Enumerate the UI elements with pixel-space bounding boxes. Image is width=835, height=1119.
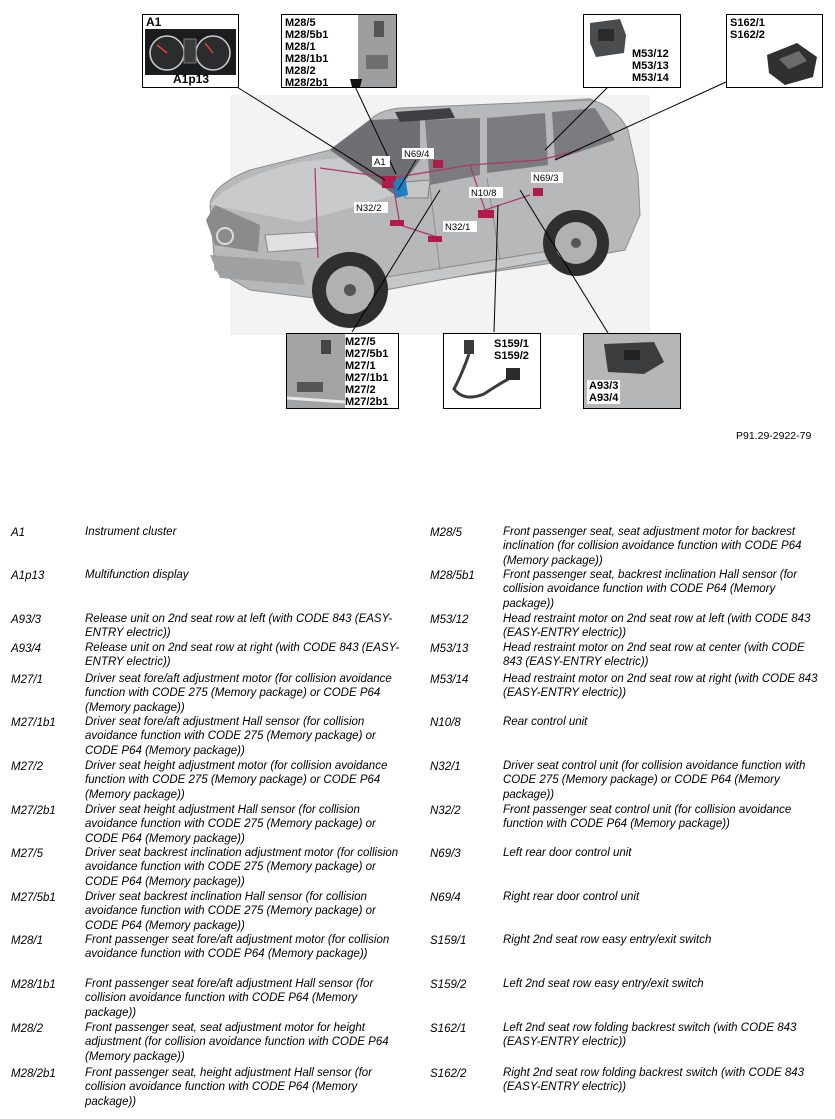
legend-description: Left rear door control unit [503, 847, 632, 859]
callout-m28-line: M28/1 [285, 41, 316, 53]
callout-a93-lines [587, 380, 620, 404]
callout-head-restraint-motors [583, 14, 681, 88]
legend-code: M28/1 [11, 935, 43, 947]
legend-description: Right rear door control unit [503, 891, 640, 903]
legend-description: Front passenger seat, seat adjustment motor for backrest inclination (for collision avoidance function with CODE P64 (Memory package)) [503, 526, 802, 567]
car-label-n32-2: N32/2 [356, 203, 382, 214]
legend-description: Driver seat fore/aft adjustment Hall sensor (for collision avoidance function with CODE 275 (Memory package) or CODE P64 (Memory package)) [85, 716, 376, 757]
legend-description: Front passenger seat, backrest inclination Hall sensor (for collision avoidance function with CODE P64 (Memory package)) [503, 569, 798, 610]
callout-s162-line: S162/2 [730, 29, 765, 41]
legend-description: Front passenger seat, height adjustment Hall sensor (for collision avoidance function with CODE P64 (Memory package)) [85, 1067, 373, 1108]
car-label-n10-8: N10/8 [471, 188, 497, 199]
callout-m27-line: M27/1 [345, 360, 376, 372]
legend-code: A93/4 [11, 643, 42, 655]
callout-m27-lines [345, 336, 388, 408]
legend-description: Left 2nd seat row folding backrest switch (with CODE 843 (EASY-ENTRY electric)) [503, 1022, 797, 1049]
callout-a93-line: A93/4 [589, 392, 619, 404]
legend-code: A93/3 [11, 614, 42, 626]
legend-description: Head restraint motor on 2nd seat row at left (with CODE 843 (EASY-ENTRY electric)) [503, 613, 811, 640]
callout-m53-lines [632, 48, 669, 84]
callout-a1-code: A1 [146, 15, 162, 29]
legend-code: A1 [11, 527, 26, 539]
legend-description: Driver seat control unit (for collision avoidance function with CODE 275 (Memory package) or CODE P64 (Memory package)) [503, 760, 806, 801]
callout-s159-line: S159/1 [494, 338, 529, 350]
callout-m53-line: M53/14 [632, 72, 669, 84]
legend-code: M27/5 [11, 848, 43, 860]
legend-code: N32/1 [430, 761, 461, 773]
legend-description: Instrument cluster [85, 526, 177, 538]
callout-folding-backrest-switches [726, 14, 823, 88]
callout-m28-line: M28/2b1 [285, 77, 329, 88]
callout-m27-line: M27/5 [345, 336, 376, 348]
callout-s159-line: S159/2 [494, 350, 529, 362]
legend-code: M28/2b1 [11, 1068, 56, 1080]
legend-code: M53/14 [430, 674, 469, 686]
legend-description: Right 2nd seat row folding backrest switch (with CODE 843 (EASY-ENTRY electric)) [503, 1067, 805, 1094]
callout-s159-lines [494, 338, 529, 362]
callout-instrument-cluster [142, 14, 239, 88]
vehicle-illustration [0, 0, 835, 450]
callout-m28-line: M28/5 [285, 17, 316, 29]
callout-m27-line: M27/2 [345, 384, 376, 396]
callout-easy-entry-switches [443, 333, 541, 409]
callout-a1p13-code: A1p13 [173, 72, 210, 86]
legend-description: Front passenger seat control unit (for collision avoidance function with CODE P64 (Memory package)) [503, 804, 792, 831]
legend-description: Right 2nd seat row easy entry/exit switch [503, 934, 712, 946]
callout-m53-line: M53/12 [632, 48, 669, 60]
figure-reference: P91.29-2922-79 [736, 430, 812, 442]
legend-code: M53/13 [430, 643, 469, 655]
legend-description: Front passenger seat fore/aft adjustment motor (for collision avoidance function with CODE P64 (Memory package)) [85, 934, 390, 961]
legend-code: M28/1b1 [11, 979, 56, 991]
legend-description: Release unit on 2nd seat row at right (with CODE 843 (EASY-ENTRY electric)) [85, 642, 400, 669]
legend-description: Head restraint motor on 2nd seat row at right (with CODE 843 (EASY-ENTRY electric)) [503, 673, 818, 700]
legend-code: N10/8 [430, 717, 461, 729]
legend-code: M28/5 [430, 527, 462, 539]
legend-description: Driver seat height adjustment motor (for collision avoidance function with CODE 275 (Memory package) or CODE P64 (Memory package)) [85, 760, 388, 801]
legend-code: S159/1 [430, 935, 467, 947]
legend-code: S162/1 [430, 1023, 467, 1035]
car-label-n69-4: N69/4 [404, 149, 430, 160]
car-label-a1: A1 [374, 157, 386, 168]
callout-m28-line: M28/5b1 [285, 29, 329, 41]
legend-code: S162/2 [430, 1068, 467, 1080]
legend-code: M28/5b1 [430, 570, 475, 582]
legend-description: Driver seat backrest inclination adjustment motor (for collision avoidance function with CODE 275 (Memory package) or CODE P64 (Memory package)) [85, 847, 399, 888]
legend-code: M27/1b1 [11, 717, 56, 729]
legend-description: Driver seat height adjustment Hall sensor (for collision avoidance function with CODE 275 (Memory package) or CODE P64 (Memory package)) [85, 804, 376, 845]
legend-code: S159/2 [430, 979, 467, 991]
legend-code: M27/2 [11, 761, 43, 773]
legend-description: Driver seat backrest inclination Hall sensor (for collision avoidance function with CODE 275 (Memory package) or CODE P64 (Memory package)) [85, 891, 376, 932]
legend-description: Rear control unit [503, 716, 588, 728]
legend-description: Head restraint motor on 2nd seat row at center (with CODE 843 (EASY-ENTRY electric)) [503, 642, 805, 669]
callout-release-units [583, 333, 681, 409]
legend-code: M28/2 [11, 1023, 43, 1035]
callout-passenger-seat-motors [281, 14, 397, 88]
callout-driver-seat-motors [286, 333, 399, 409]
legend-code: M27/2b1 [11, 805, 56, 817]
legend-description: Driver seat fore/aft adjustment motor (for collision avoidance function with CODE 275 (Memory package) or CODE P64 (Memory package)) [85, 673, 392, 714]
legend-code: N69/4 [430, 892, 461, 904]
legend-code: N32/2 [430, 805, 461, 817]
callout-m28-lines [285, 17, 328, 88]
legend-description: Front passenger seat, seat adjustment motor for height adjustment (for collision avoidance function with CODE P64 (Memory package)) [85, 1022, 389, 1063]
callout-m53-line: M53/13 [632, 60, 669, 72]
legend-description: Front passenger seat fore/aft adjustment Hall sensor (for collision avoidance function with CODE P64 (Memory package)) [85, 978, 374, 1019]
component-location-diagram [0, 0, 835, 450]
car-label-n32-1: N32/1 [445, 222, 471, 233]
legend-code: N69/3 [430, 848, 461, 860]
car-label-n69-3: N69/3 [533, 173, 559, 184]
legend-code: M27/5b1 [11, 892, 56, 904]
legend-description: Release unit on 2nd seat row at left (with CODE 843 (EASY-ENTRY electric)) [85, 613, 393, 640]
legend-description: Left 2nd seat row easy entry/exit switch [503, 978, 704, 990]
callout-a93-line: A93/3 [589, 380, 619, 392]
callout-m28-line: M28/2 [285, 65, 316, 77]
legend-code: M53/12 [430, 614, 469, 626]
callout-m28-line: M28/1b1 [285, 53, 329, 65]
legend-description: Multifunction display [85, 569, 189, 581]
callout-m27-line: M27/5b1 [345, 348, 389, 360]
legend-code: A1p13 [11, 570, 45, 582]
callout-m27-line: M27/2b1 [345, 396, 389, 408]
legend-code: M27/1 [11, 674, 43, 686]
folding-backrest-switch-image [727, 15, 822, 87]
callout-m27-line: M27/1b1 [345, 372, 389, 384]
callout-s162-line: S162/1 [730, 17, 765, 29]
